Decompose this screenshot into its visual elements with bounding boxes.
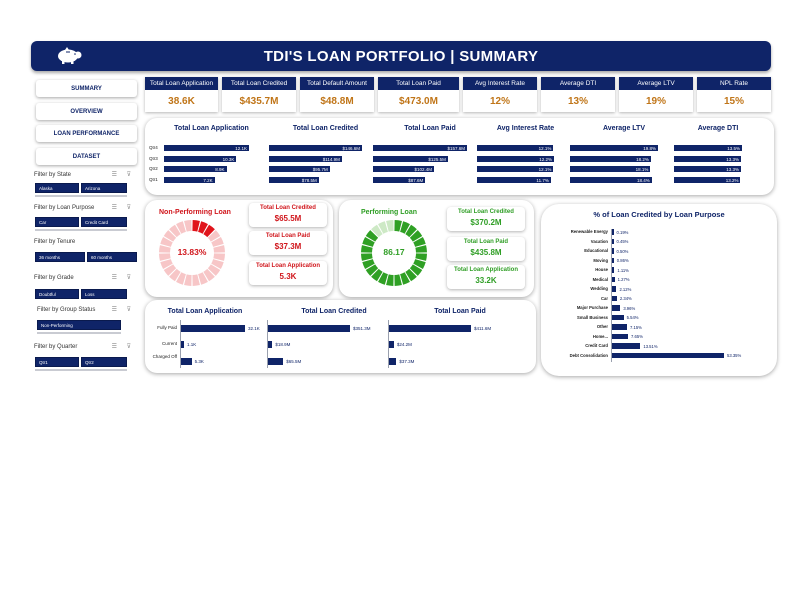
kpi-label: Average DTI — [541, 77, 615, 90]
kpi-card-npl-rate — [697, 77, 771, 112]
filter-chip[interactable]: Qtr2 — [81, 357, 127, 367]
purpose-category-label: Debt Consolidation — [569, 352, 608, 358]
filter-chip[interactable]: 60 months — [87, 252, 137, 262]
purpose-category-label: Renewable Energy — [570, 229, 608, 234]
performing-title: Performing Loan — [361, 209, 418, 216]
kpi-value: $473.0M — [399, 95, 438, 107]
non-performing-rate: 13.83% — [177, 247, 207, 257]
filter-chip[interactable]: Credit Card — [81, 217, 127, 227]
stat-label: Total Loan Credited — [458, 209, 514, 215]
kpi-card-total-loan-credited — [222, 77, 296, 112]
filter-multiselect-and-clear-icons[interactable]: ☰ ⊽ — [111, 172, 135, 178]
bar-value-label: 13.3% — [726, 166, 739, 172]
bar-value-label: 12.1% — [538, 166, 552, 172]
filter-scrollbar[interactable] — [37, 332, 121, 334]
purpose-bar — [612, 296, 617, 302]
status-category-label: Fully Paid — [157, 325, 177, 330]
filter-label: Filter by Loan Purpose — [34, 205, 95, 211]
kpi-card-total-loan-application — [145, 77, 218, 112]
status-bar — [268, 358, 283, 365]
status-bar — [181, 358, 192, 365]
filter-chip[interactable]: Car — [35, 217, 79, 227]
kpi-value: $435.7M — [239, 95, 279, 107]
purpose-value-label: 53.35% — [727, 353, 742, 358]
purpose-value-label: 5.54% — [626, 315, 639, 320]
purpose-bar — [612, 305, 620, 311]
bar-value-label: 12.1K — [235, 145, 247, 151]
bar-value-label: $102.4M — [414, 166, 433, 172]
purpose-value-label: 7.65% — [631, 334, 643, 339]
stat-value: 33.2K — [475, 276, 497, 285]
filter-label: Filter by State — [34, 172, 72, 178]
purpose-category-label: Vacation — [590, 238, 608, 244]
kpi-value: 13% — [567, 95, 588, 107]
kpi-label: Total Loan Paid — [378, 77, 459, 90]
filter-chip[interactable]: Qtr1 — [35, 357, 79, 367]
bar-value-label: 13.3% — [726, 156, 739, 162]
stat-label: Total Loan Paid — [463, 239, 509, 245]
chart-title: Total Loan Application — [174, 125, 249, 132]
purpose-bar — [612, 353, 724, 359]
nav-summary-button[interactable]: SUMMARY — [36, 80, 137, 97]
purpose-bar — [612, 258, 614, 264]
state-filter — [31, 172, 139, 202]
stat-label: Total Loan Paid — [265, 233, 311, 239]
status-category-label: Charged Off — [152, 354, 177, 359]
purpose-value-label: 2.34% — [619, 296, 632, 301]
stat-value: $370.2M — [470, 218, 502, 227]
status-value-label: 5.3K — [194, 359, 204, 364]
bar-value-label: 19.8% — [643, 145, 656, 151]
purpose-value-label: 7.15% — [630, 324, 642, 330]
p-stat-applications — [447, 265, 525, 289]
filter-multiselect-and-clear-icons[interactable]: ☰ ⊽ — [111, 275, 135, 281]
bar-value-label: $78.5M — [301, 177, 317, 183]
status-category-label: Current — [161, 341, 177, 346]
purpose-bar — [612, 267, 614, 273]
quarter-label: Qtr3 — [149, 156, 158, 161]
kpi-value: 38.6K — [168, 95, 195, 107]
purpose-bar — [612, 248, 614, 254]
purpose-bar — [612, 239, 614, 245]
non-performing-loan-panel — [145, 200, 333, 297]
filter-label: Filter by Grade — [34, 275, 74, 281]
bar-value-label: 12.1% — [538, 145, 552, 151]
stat-value: $435.8M — [470, 248, 502, 257]
loan-purpose-panel — [541, 204, 777, 376]
grade-filter — [31, 275, 139, 303]
purpose-value-label: 0.86% — [616, 258, 629, 263]
filter-scrollbar[interactable] — [35, 195, 127, 197]
purpose-category-label: Wedding — [590, 286, 608, 291]
bar-value-label: $157.6M — [447, 145, 465, 151]
filter-chip[interactable]: 36 months — [35, 252, 85, 262]
bar-value-label: $114.9M — [322, 156, 340, 162]
kpi-card-average-dti — [541, 77, 615, 112]
performing-rate: 86.17 — [383, 247, 405, 257]
purpose-category-label: Educational — [584, 248, 608, 253]
kpi-label: NPL Rate — [697, 77, 771, 90]
status-bar — [181, 325, 245, 332]
purpose-category-label: Car — [601, 295, 608, 301]
stat-label: Total Loan Application — [454, 267, 518, 273]
status-bar — [389, 341, 394, 348]
left-panel — [31, 76, 141, 374]
purpose-value-label: 0.19% — [616, 229, 629, 235]
performing-loan-panel — [339, 200, 534, 297]
stat-value: $37.3M — [274, 242, 302, 251]
bar-value-label: $95.7M — [312, 166, 328, 172]
kpi-value: 15% — [723, 95, 744, 107]
purpose-category-label: House — [595, 267, 608, 272]
status-bar — [389, 325, 471, 332]
filter-label: Filter by Quarter — [34, 344, 78, 350]
group-status-filter — [31, 307, 139, 337]
kpi-card-avg-interest-rate — [463, 77, 537, 112]
kpi-value: $48.8M — [320, 95, 354, 107]
filter-multiselect-and-clear-icons[interactable]: ☰ ⊽ — [111, 205, 135, 211]
purpose-category-label: Moving — [593, 257, 608, 263]
purpose-value-label: 2.12% — [619, 286, 632, 292]
filter-chip[interactable]: Non-Performing — [37, 320, 121, 330]
chart-title: Total Loan Credited — [301, 308, 367, 315]
non-performing-title: Non-Performing Loan — [159, 209, 231, 216]
purpose-category-label: Credit Card — [585, 343, 608, 348]
purpose-chart-title: % of Loan Credited by Loan Purpose — [593, 210, 725, 219]
status-bar — [268, 325, 350, 332]
bar-value-label: 13.5% — [727, 145, 740, 151]
filter-chip[interactable]: Loss — [81, 289, 127, 299]
np-stat-applications — [249, 261, 327, 285]
status-bar — [389, 358, 396, 365]
filter-multiselect-and-clear-icons[interactable]: ☰ ⊽ — [111, 307, 135, 313]
chart-title: Avg Interest Rate — [496, 125, 555, 132]
loan-status-panel — [145, 300, 536, 373]
piggy-bank-icon — [53, 47, 87, 65]
np-stat-credited — [249, 203, 327, 227]
filter-chip[interactable]: Alaska — [35, 183, 79, 193]
quarter-label: Qtr2 — [149, 166, 158, 171]
purpose-category-label: Other — [596, 324, 608, 329]
purpose-bar — [612, 315, 624, 321]
stat-label: Total Loan Credited — [260, 205, 316, 211]
filter-label: Filter by Tenure — [34, 239, 76, 245]
loan-purpose-filter — [31, 205, 139, 235]
kpi-label: Total Loan Application — [145, 77, 218, 90]
status-value-label: $24.2M — [396, 342, 412, 347]
quarter-filter — [31, 344, 139, 374]
status-value-label: $65.5M — [286, 359, 302, 364]
status-value-label: $411.6M — [474, 326, 492, 331]
quarter-label: Qtr4 — [149, 145, 158, 150]
chart-title: Total Loan Paid — [404, 125, 456, 132]
status-value-label: 32.1K — [248, 326, 260, 331]
stat-value: 5.3K — [279, 272, 297, 281]
dashboard-header — [31, 41, 771, 71]
filter-scrollbar[interactable] — [35, 229, 127, 231]
purpose-value-label: 1.27% — [617, 277, 630, 282]
purpose-value-label: 3.96% — [623, 305, 636, 311]
quarter-label: Qtr1 — [149, 177, 158, 182]
purpose-category-label: Home... — [592, 333, 608, 339]
bar-value-label: 11.7% — [536, 177, 549, 183]
nav-loan-performance-button[interactable]: LOAN PERFORMANCE — [36, 125, 137, 142]
stat-label: Total Loan Application — [256, 263, 320, 269]
bar-value-label: 12.2% — [539, 156, 552, 162]
purpose-bar — [612, 229, 614, 235]
kpi-label: Total Loan Credited — [222, 77, 296, 90]
kpi-value: 12% — [489, 95, 510, 107]
purpose-bar — [612, 277, 615, 283]
kpi-label: Average LTV — [619, 77, 693, 90]
nav-dataset-button[interactable]: DATASET — [36, 148, 137, 165]
purpose-value-label: 0.50% — [616, 248, 629, 254]
filter-label: Filter by Group Status — [37, 307, 96, 313]
kpi-card-total-loan-paid — [378, 77, 459, 112]
p-stat-credited — [447, 207, 525, 231]
chart-title: Total Loan Paid — [434, 308, 486, 315]
p-stat-paid — [447, 237, 525, 261]
status-value-label: $351.3M — [353, 326, 371, 331]
bar-value-label: 18.2% — [636, 156, 649, 162]
bar-value-label: 8.9K — [215, 166, 225, 172]
filter-chip[interactable]: Arizona — [81, 183, 127, 193]
bar-value-label: 7.2K — [203, 177, 213, 183]
purpose-category-label: Medical — [592, 276, 608, 282]
status-value-label: $18.9M — [275, 342, 291, 347]
status-value-label: $37.3M — [399, 359, 415, 364]
purpose-value-label: 13.51% — [643, 343, 658, 349]
filter-scrollbar[interactable] — [35, 369, 127, 371]
filter-multiselect-and-clear-icons[interactable]: ☰ ⊽ — [111, 344, 135, 350]
chart-title: Total Loan Application — [167, 308, 243, 315]
kpi-card-average-ltv — [619, 77, 693, 112]
bar-value-label: 18.1% — [635, 166, 649, 172]
filter-chip[interactable]: Doubtful — [35, 289, 79, 299]
purpose-bar — [612, 324, 627, 330]
kpi-label: Avg Interest Rate — [463, 77, 537, 90]
status-bar — [268, 341, 272, 348]
chart-title: Average DTI — [697, 125, 739, 132]
bar-value-label: 18.4% — [637, 177, 650, 183]
bar-value-label: 13.2% — [725, 177, 739, 183]
nav-overview-button[interactable]: OVERVIEW — [36, 103, 137, 120]
purpose-value-label: 1.11% — [617, 267, 629, 273]
kpi-value: 19% — [645, 95, 666, 107]
bar-value-label: $125.5M — [428, 156, 446, 162]
purpose-bar — [612, 334, 628, 340]
chart-title: Total Loan Credited — [292, 125, 359, 132]
purpose-category-label: Major Purchase — [576, 305, 608, 310]
np-stat-paid — [249, 231, 327, 255]
stat-value: $65.5M — [274, 214, 302, 223]
kpi-label: Total Default Amount — [300, 77, 374, 90]
purpose-bar — [612, 286, 616, 292]
bar-value-label: $87.6M — [408, 177, 424, 183]
status-value-label: 1.1K — [187, 342, 197, 347]
status-bar — [181, 341, 184, 348]
bar-value-label: 10.3K — [222, 156, 235, 162]
chart-title: Average LTV — [602, 125, 645, 132]
purpose-category-label: Small Business — [577, 314, 608, 320]
purpose-bar — [612, 343, 640, 349]
kpi-card-total-default-amount — [300, 77, 374, 112]
page-title: TDI'S LOAN PORTFOLIO | SUMMARY — [263, 47, 539, 65]
purpose-value-label: 0.45% — [616, 239, 629, 244]
quarterly-metrics-panel — [145, 118, 774, 195]
bar-value-label: $146.6M — [342, 145, 360, 151]
tenure-filter — [31, 239, 139, 267]
